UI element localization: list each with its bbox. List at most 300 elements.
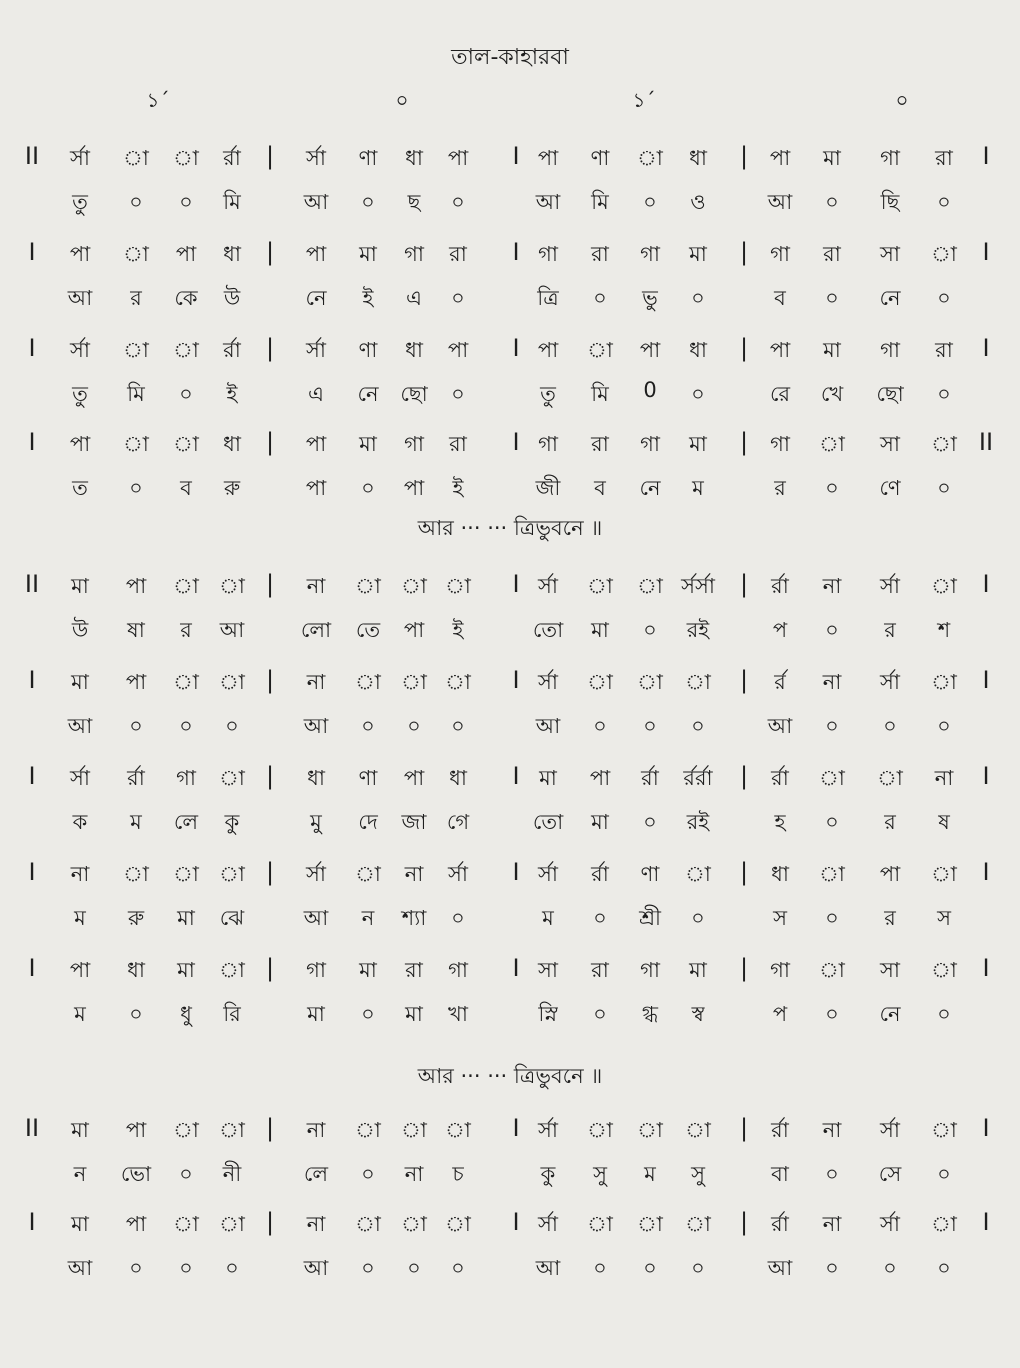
lyric-syllable: আ bbox=[767, 190, 793, 214]
bar-line: I bbox=[512, 666, 520, 694]
lyric-syllable: এ bbox=[308, 382, 324, 406]
bar-line: I bbox=[512, 334, 520, 362]
swara-note: মা bbox=[177, 958, 195, 982]
swara-note: র্সা bbox=[70, 766, 90, 790]
swara-note: র্সা bbox=[538, 1212, 558, 1236]
swara-note: না bbox=[822, 670, 842, 694]
bar-line: | bbox=[739, 954, 749, 982]
swara-note: ণা bbox=[358, 766, 378, 790]
swara-note: া bbox=[445, 1118, 471, 1142]
swara-note: রা bbox=[591, 958, 609, 982]
swara-note: রা bbox=[591, 432, 609, 456]
lyric-syllable: ম bbox=[74, 906, 86, 930]
lyric-syllable: আ bbox=[767, 714, 793, 738]
lyric-syllable: ০ bbox=[825, 906, 839, 930]
lyric-syllable: ০ bbox=[825, 1256, 839, 1280]
swara-note: গা bbox=[538, 242, 558, 266]
swara-note: পা bbox=[769, 338, 791, 362]
swara-note: া bbox=[819, 766, 845, 790]
bar-line: | bbox=[739, 142, 749, 170]
swara-note: রা bbox=[449, 432, 467, 456]
swaralipi-row bbox=[0, 428, 1020, 468]
swara-note: সা bbox=[538, 958, 558, 982]
lyric-syllable: ০ bbox=[883, 714, 897, 738]
lyric-syllable: ধু bbox=[180, 1002, 192, 1026]
notation-block bbox=[0, 1114, 1020, 1204]
notation-block bbox=[0, 570, 1020, 660]
swara-note: ধা bbox=[405, 338, 423, 362]
lyrics-row bbox=[0, 710, 1020, 750]
lyric-syllable: আ bbox=[67, 714, 93, 738]
swara-note: র্সা bbox=[880, 1118, 900, 1142]
beat-mark-1: ১´ bbox=[146, 88, 170, 112]
bar-line: | bbox=[739, 334, 749, 362]
swara-note: া bbox=[637, 574, 663, 598]
lyric-syllable: ০ bbox=[691, 714, 705, 738]
swara-note: া bbox=[587, 1118, 613, 1142]
lyric-syllable: গ্ধ bbox=[642, 1002, 658, 1026]
lyric-syllable: ন bbox=[361, 906, 375, 930]
swara-note: মা bbox=[823, 338, 841, 362]
lyric-syllable: স bbox=[773, 906, 787, 930]
lyric-syllable: ম bbox=[130, 810, 142, 834]
lyric-syllable: ক bbox=[72, 810, 88, 834]
lyric-syllable: ত্রি bbox=[537, 286, 559, 310]
lyric-syllable: খা bbox=[448, 1002, 468, 1026]
bar-line: | bbox=[265, 428, 275, 456]
lyric-syllable: ০ bbox=[825, 476, 839, 500]
swara-note: পা bbox=[879, 862, 901, 886]
bar-line: | bbox=[739, 1208, 749, 1236]
lyric-syllable: ০ bbox=[225, 714, 239, 738]
swara-note: রা bbox=[591, 242, 609, 266]
bar-line: I bbox=[982, 238, 990, 266]
swara-note: ধা bbox=[405, 146, 423, 170]
lyric-syllable: আ bbox=[535, 190, 561, 214]
lyric-syllable: ছ bbox=[407, 190, 421, 214]
swara-note: া bbox=[123, 242, 149, 266]
swara-note: না bbox=[306, 574, 326, 598]
lyric-syllable: ০ bbox=[825, 1002, 839, 1026]
swara-note: না bbox=[306, 670, 326, 694]
swara-note: পা bbox=[69, 432, 91, 456]
swara-note: া bbox=[931, 1118, 957, 1142]
swara-note: গা bbox=[176, 766, 196, 790]
swara-note: া bbox=[123, 862, 149, 886]
lyric-syllable: ই bbox=[226, 382, 238, 406]
swara-note: মা bbox=[539, 766, 557, 790]
bar-line: I bbox=[512, 1114, 520, 1142]
lyric-syllable: ০ bbox=[179, 1162, 193, 1186]
lyric-syllable: পা bbox=[403, 618, 425, 642]
bar-line: | bbox=[265, 238, 275, 266]
swara-note: া bbox=[637, 1212, 663, 1236]
bar-line: | bbox=[739, 858, 749, 886]
bar-line: I bbox=[512, 954, 520, 982]
lyrics-row bbox=[0, 378, 1020, 418]
lyric-syllable: জা bbox=[401, 810, 427, 834]
lyric-syllable: ষা bbox=[127, 618, 145, 642]
lyric-syllable: ব bbox=[594, 476, 606, 500]
lyric-syllable: ০ bbox=[937, 286, 951, 310]
lyrics-row bbox=[0, 282, 1020, 322]
lyric-syllable: র bbox=[774, 476, 786, 500]
swara-note: া bbox=[355, 862, 381, 886]
lyric-syllable: তো bbox=[532, 810, 564, 834]
lyric-syllable: জী bbox=[535, 476, 561, 500]
swara-note: া bbox=[685, 1118, 711, 1142]
swara-note: গা bbox=[770, 242, 790, 266]
lyric-syllable: ০ bbox=[129, 714, 143, 738]
lyric-syllable: লে bbox=[303, 1162, 329, 1186]
lyric-syllable: ০ bbox=[593, 1256, 607, 1280]
swara-note: না bbox=[822, 574, 842, 598]
lyric-syllable: নে bbox=[357, 382, 379, 406]
swara-note: রা bbox=[935, 146, 953, 170]
swara-note: পা bbox=[69, 958, 91, 982]
lyric-syllable: ০ bbox=[451, 906, 465, 930]
swara-note: া bbox=[219, 1212, 245, 1236]
swara-note: ধা bbox=[307, 766, 325, 790]
lyric-syllable: শ্যা bbox=[401, 906, 427, 930]
swara-note: া bbox=[587, 574, 613, 598]
swara-note: পা bbox=[537, 338, 559, 362]
swara-note: র্সা bbox=[70, 146, 90, 170]
lyric-syllable: ০ bbox=[361, 190, 375, 214]
swara-note: া bbox=[931, 862, 957, 886]
beat-mark-4: ০ bbox=[895, 88, 909, 112]
lyric-syllable: ০ bbox=[937, 1162, 951, 1186]
bar-line: I bbox=[982, 570, 990, 598]
swara-note: না bbox=[306, 1118, 326, 1142]
swara-note: র্সর্সা bbox=[681, 574, 715, 598]
swara-note: রা bbox=[449, 242, 467, 266]
lyric-syllable: ০ bbox=[129, 1002, 143, 1026]
lyric-syllable: মা bbox=[591, 618, 609, 642]
lyric-syllable: ছি bbox=[880, 190, 900, 214]
swara-note: ণা bbox=[590, 146, 610, 170]
lyric-syllable: শ bbox=[937, 618, 951, 642]
swaralipi-row bbox=[0, 954, 1020, 994]
swara-note: গা bbox=[538, 432, 558, 456]
bar-line: I bbox=[28, 762, 36, 790]
lyric-syllable: স্ব bbox=[691, 1002, 705, 1026]
swara-note: া bbox=[819, 862, 845, 886]
swara-note: া bbox=[355, 1212, 381, 1236]
swara-note: গা bbox=[404, 242, 424, 266]
lyric-syllable: গে bbox=[446, 810, 470, 834]
swara-note: া bbox=[219, 766, 245, 790]
swara-note: গা bbox=[770, 958, 790, 982]
tala-title: তাল-কাহারবা bbox=[451, 45, 569, 70]
lyric-syllable: ০ bbox=[937, 190, 951, 214]
lyrics-row bbox=[0, 998, 1020, 1038]
swara-note: া bbox=[819, 958, 845, 982]
swara-note: া bbox=[219, 670, 245, 694]
lyric-syllable: বা bbox=[771, 1162, 789, 1186]
swara-note: গা bbox=[880, 338, 900, 362]
beat-mark-2: ০ bbox=[395, 88, 409, 112]
lyric-syllable: ০ bbox=[451, 382, 465, 406]
swaralipi-row bbox=[0, 570, 1020, 610]
refrain-line: আর ··· ··· ত্রিভুবনে ॥ bbox=[417, 1064, 603, 1088]
swara-note: ধা bbox=[223, 242, 241, 266]
swara-note: মা bbox=[71, 574, 89, 598]
lyric-syllable: উ bbox=[223, 286, 241, 310]
swara-note: পা bbox=[125, 574, 147, 598]
swara-note: পা bbox=[125, 1118, 147, 1142]
lyric-syllable: ০ bbox=[691, 1256, 705, 1280]
lyric-syllable: ০ bbox=[825, 618, 839, 642]
lyric-syllable: ণে bbox=[879, 476, 901, 500]
swara-note: র্রা bbox=[641, 766, 659, 790]
swara-note: না bbox=[306, 1212, 326, 1236]
lyric-syllable: ০ bbox=[643, 1256, 657, 1280]
lyric-syllable: ০ bbox=[593, 1002, 607, 1026]
notation-block bbox=[0, 428, 1020, 518]
swara-note: া bbox=[355, 670, 381, 694]
bar-line: I bbox=[512, 570, 520, 598]
bar-line: | bbox=[265, 954, 275, 982]
lyric-syllable: 0 bbox=[643, 378, 657, 402]
swara-note: মা bbox=[71, 1212, 89, 1236]
swaralipi-row bbox=[0, 762, 1020, 802]
lyric-syllable: ০ bbox=[179, 714, 193, 738]
swara-note: র্সা bbox=[538, 862, 558, 886]
lyrics-row bbox=[0, 472, 1020, 512]
swara-note: গা bbox=[640, 432, 660, 456]
lyric-syllable: মু bbox=[310, 810, 322, 834]
lyric-syllable: স্নি bbox=[538, 1002, 558, 1026]
swara-note: র্রা bbox=[591, 862, 609, 886]
swaralipi-row bbox=[0, 142, 1020, 182]
swara-note: পা bbox=[125, 1212, 147, 1236]
swara-note: মা bbox=[823, 146, 841, 170]
beat-mark-3: ১´ bbox=[632, 88, 656, 112]
swara-note: া bbox=[587, 1212, 613, 1236]
lyric-syllable: ০ bbox=[691, 906, 705, 930]
lyric-syllable: ০ bbox=[643, 618, 657, 642]
lyric-syllable: ০ bbox=[691, 382, 705, 406]
swara-note: র্সা bbox=[448, 862, 468, 886]
swara-note: র্রা bbox=[223, 338, 241, 362]
swara-note: া bbox=[587, 670, 613, 694]
lyric-syllable: তু bbox=[72, 382, 88, 406]
bar-line: | bbox=[265, 858, 275, 886]
lyrics-row bbox=[0, 806, 1020, 846]
swara-note: র্সা bbox=[306, 146, 326, 170]
lyric-syllable: ০ bbox=[451, 190, 465, 214]
swara-note: র্সা bbox=[538, 574, 558, 598]
swara-note: া bbox=[173, 146, 199, 170]
notation-block bbox=[0, 954, 1020, 1044]
lyric-syllable: ভো bbox=[120, 1162, 152, 1186]
lyric-syllable: ম bbox=[644, 1162, 656, 1186]
swara-note: া bbox=[219, 1118, 245, 1142]
lyric-syllable: আ bbox=[767, 1256, 793, 1280]
bar-line: I bbox=[982, 1208, 990, 1236]
swara-note: া bbox=[931, 574, 957, 598]
swara-note: গা bbox=[770, 432, 790, 456]
lyric-syllable: ত bbox=[72, 476, 88, 500]
swaralipi-row bbox=[0, 858, 1020, 898]
swara-note: ধা bbox=[771, 862, 789, 886]
bar-line: I bbox=[512, 142, 520, 170]
lyric-syllable: ০ bbox=[179, 1256, 193, 1280]
swara-note: া bbox=[401, 1212, 427, 1236]
lyric-syllable: আ bbox=[535, 714, 561, 738]
swara-note: া bbox=[445, 574, 471, 598]
swara-note: সা bbox=[880, 958, 900, 982]
lyric-syllable: চ bbox=[452, 1162, 464, 1186]
lyric-syllable: দে bbox=[358, 810, 378, 834]
lyric-syllable: আ bbox=[67, 286, 93, 310]
lyric-syllable: নে bbox=[879, 1002, 901, 1026]
lyric-syllable: ০ bbox=[825, 810, 839, 834]
bar-line: I bbox=[28, 666, 36, 694]
bar-line: I bbox=[982, 334, 990, 362]
lyric-syllable: রি bbox=[223, 1002, 241, 1026]
swaralipi-row bbox=[0, 666, 1020, 706]
lyrics-row bbox=[0, 1158, 1020, 1198]
bar-line: | bbox=[265, 334, 275, 362]
lyric-syllable: ০ bbox=[361, 1256, 375, 1280]
swara-note: র্রা bbox=[223, 146, 241, 170]
lyric-syllable: র bbox=[884, 618, 896, 642]
lyric-syllable: মা bbox=[591, 810, 609, 834]
bar-line: | bbox=[265, 570, 275, 598]
bar-line: | bbox=[265, 142, 275, 170]
swara-note: ধা bbox=[689, 146, 707, 170]
lyric-syllable: লে bbox=[173, 810, 199, 834]
bar-line: I bbox=[982, 858, 990, 886]
bar-line: I bbox=[982, 954, 990, 982]
swara-note: সা bbox=[880, 242, 900, 266]
lyric-syllable: ০ bbox=[593, 906, 607, 930]
lyric-syllable: ০ bbox=[361, 1162, 375, 1186]
swara-note: া bbox=[173, 670, 199, 694]
lyric-syllable: ০ bbox=[593, 286, 607, 310]
swara-note: মা bbox=[359, 958, 377, 982]
swara-note: ধা bbox=[223, 432, 241, 456]
notation-block bbox=[0, 1208, 1020, 1298]
swara-note: া bbox=[123, 432, 149, 456]
bar-line: II bbox=[24, 1114, 40, 1142]
lyric-syllable: আ bbox=[303, 906, 329, 930]
lyric-syllable: তু bbox=[72, 190, 88, 214]
lyric-syllable: ০ bbox=[361, 714, 375, 738]
swara-note: া bbox=[445, 670, 471, 694]
swara-note: া bbox=[637, 670, 663, 694]
swara-note: গা bbox=[404, 432, 424, 456]
swara-note: া bbox=[355, 574, 381, 598]
lyric-syllable: ০ bbox=[451, 714, 465, 738]
notation-block bbox=[0, 762, 1020, 852]
bar-line: | bbox=[739, 1114, 749, 1142]
lyric-syllable: সু bbox=[691, 1162, 705, 1186]
lyric-syllable: ০ bbox=[825, 286, 839, 310]
lyric-syllable: ছো bbox=[400, 382, 428, 406]
lyric-syllable: পা bbox=[403, 476, 425, 500]
lyric-syllable: লো bbox=[300, 618, 332, 642]
notation-block bbox=[0, 334, 1020, 424]
lyric-syllable: ০ bbox=[407, 714, 421, 738]
swara-note: গা bbox=[306, 958, 326, 982]
swara-note: র্সা bbox=[538, 670, 558, 694]
bar-line: | bbox=[265, 1208, 275, 1236]
lyric-syllable: সে bbox=[878, 1162, 902, 1186]
lyric-syllable: ম bbox=[542, 906, 554, 930]
bar-line: I bbox=[982, 1114, 990, 1142]
swara-note: া bbox=[931, 242, 957, 266]
lyric-syllable: সু bbox=[593, 1162, 607, 1186]
lyric-syllable: উ bbox=[71, 618, 89, 642]
bar-line: | bbox=[739, 666, 749, 694]
lyric-syllable: রই bbox=[686, 810, 710, 834]
swara-note: া bbox=[931, 670, 957, 694]
lyric-syllable: খে bbox=[820, 382, 844, 406]
swara-note: পা bbox=[769, 146, 791, 170]
swara-note: া bbox=[819, 432, 845, 456]
swara-note: া bbox=[173, 338, 199, 362]
swara-note: রা bbox=[935, 338, 953, 362]
swara-note: র্রা bbox=[127, 766, 145, 790]
bar-line: I bbox=[28, 1208, 36, 1236]
lyric-syllable: তু bbox=[540, 382, 556, 406]
notation-block bbox=[0, 666, 1020, 756]
swara-note: রা bbox=[823, 242, 841, 266]
swara-note: র্সা bbox=[306, 338, 326, 362]
swara-note: া bbox=[637, 146, 663, 170]
lyric-syllable: ০ bbox=[451, 286, 465, 310]
swara-note: ণা bbox=[358, 146, 378, 170]
lyric-syllable: আ bbox=[219, 618, 245, 642]
lyric-syllable: প bbox=[772, 1002, 788, 1026]
bar-line: | bbox=[265, 666, 275, 694]
lyric-syllable: নে bbox=[639, 476, 661, 500]
lyric-syllable: রু bbox=[223, 476, 241, 500]
swara-note: র্রা bbox=[771, 766, 789, 790]
bar-line: | bbox=[739, 238, 749, 266]
swara-note: পা bbox=[537, 146, 559, 170]
swara-note: মা bbox=[71, 670, 89, 694]
swara-note: পা bbox=[639, 338, 661, 362]
lyric-syllable: মা bbox=[177, 906, 195, 930]
swara-note: া bbox=[685, 1212, 711, 1236]
swara-note: গা bbox=[640, 958, 660, 982]
lyric-syllable: রু bbox=[127, 906, 145, 930]
swaralipi-row bbox=[0, 238, 1020, 278]
swara-note: পা bbox=[447, 338, 469, 362]
lyric-syllable: ০ bbox=[361, 1002, 375, 1026]
lyric-syllable: তো bbox=[532, 618, 564, 642]
lyric-syllable: ম bbox=[74, 1002, 86, 1026]
lyric-syllable: না bbox=[404, 1162, 424, 1186]
swaralipi-row bbox=[0, 1114, 1020, 1154]
swara-note: ণা bbox=[640, 862, 660, 886]
bar-line: I bbox=[28, 334, 36, 362]
swara-note: া bbox=[931, 432, 957, 456]
lyric-syllable: শ্রী bbox=[639, 906, 661, 930]
lyric-syllable: ০ bbox=[451, 1256, 465, 1280]
swara-note: া bbox=[173, 1212, 199, 1236]
swara-note: ধা bbox=[689, 338, 707, 362]
swara-note: র্সা bbox=[70, 338, 90, 362]
lyric-syllable: ০ bbox=[883, 1256, 897, 1280]
swara-note: না bbox=[404, 862, 424, 886]
lyric-syllable: ০ bbox=[937, 382, 951, 406]
lyric-syllable: ০ bbox=[691, 286, 705, 310]
